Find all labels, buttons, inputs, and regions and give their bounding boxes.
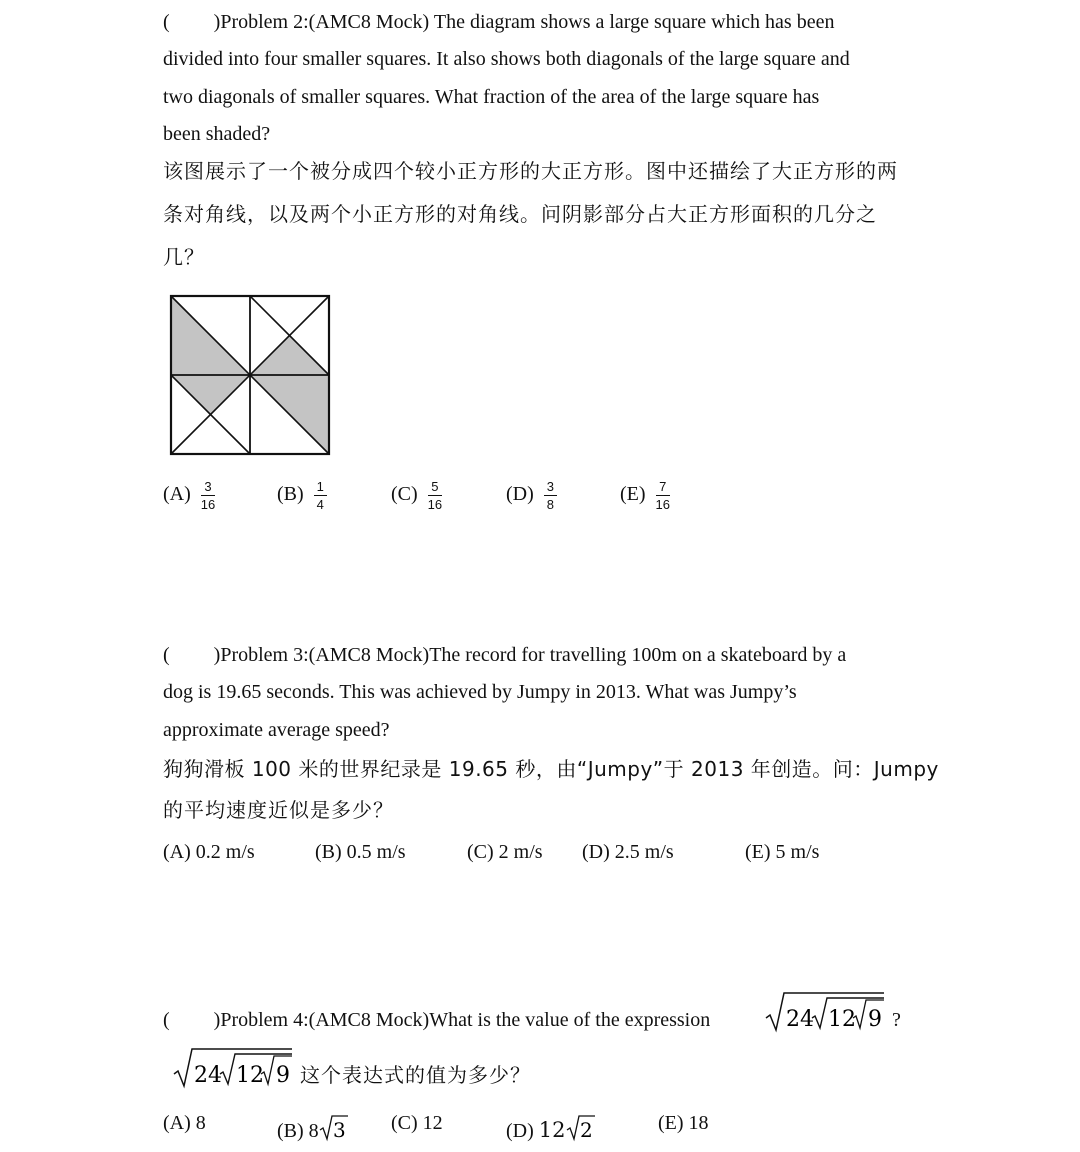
p3-line-3: approximate average speed? <box>163 719 390 741</box>
p2-cn-line-3: 几？ <box>163 245 205 269</box>
p2-line-1: ( )Problem 2:(AMC8 Mock) The diagram shows a large square which has been <box>163 11 835 33</box>
p2-option-e[interactable]: (E) $\frac{7}{16}$ <box>620 479 671 512</box>
p2-line-3: two diagonals of smaller squares. What fraction of the area of the large square has <box>163 86 820 108</box>
fraction: $\frac{3}{16}$ <box>200 479 216 512</box>
nested-radical-expression <box>764 990 886 1034</box>
p4-option-e[interactable]: (E) 18 <box>658 1112 709 1134</box>
p3-option-e[interactable]: (E) 5 m/s <box>745 841 820 863</box>
p3-line-1: ( )Problem 3:(AMC8 Mock)The record for travelling 100m on a skateboard by a <box>163 644 847 666</box>
nested-radical-expression-cn <box>172 1046 294 1090</box>
p4-cn-line: 这个表达式的值为多少？ <box>300 1063 531 1087</box>
p2-line-4: been shaded? <box>163 123 271 145</box>
radical-middle-number: 12 <box>828 1007 856 1032</box>
p3-option-c[interactable]: (C) 2 m/s <box>467 841 543 863</box>
p4-question-mark: ? <box>892 1009 901 1031</box>
p3-option-d[interactable]: (D) 2.5 m/s <box>582 841 674 863</box>
p4-option-d[interactable]: (D) 12 2 <box>506 1113 596 1143</box>
p4-option-b[interactable]: (B) 8 3 <box>277 1113 349 1143</box>
sqrt-3 <box>319 1113 349 1143</box>
p2-option-c[interactable]: (C) $\frac{5}{16}$ <box>391 479 443 512</box>
fraction: $\frac{1}{4}$ <box>314 480 327 511</box>
p4-option-c[interactable]: (C) 12 <box>391 1112 443 1134</box>
svg-text:2: 2 <box>579 1118 593 1142</box>
svg-text:24: 24 <box>194 1063 222 1088</box>
sqrt-2 <box>566 1113 596 1143</box>
p2-cn-line-2: 条对角线，以及两个小正方形的对角线。问阴影部分占大正方形面积的几分之 <box>163 202 877 226</box>
p2-option-a[interactable]: (A) $\frac{3}{16}$ <box>163 479 216 512</box>
p3-option-b[interactable]: (B) 0.5 m/s <box>315 841 406 863</box>
answer-paren: ( <box>163 644 170 666</box>
shaded-region-top-right <box>250 336 329 376</box>
p2-cn-line-1: 该图展示了一个被分成四个较小正方形的大正方形。图中还描绘了大正方形的两 <box>163 159 898 183</box>
svg-text:12: 12 <box>236 1063 264 1088</box>
p3-option-a[interactable]: (A) 0.2 m/s <box>163 841 255 863</box>
fraction: $\frac{5}{16}$ <box>427 479 443 512</box>
p2-option-b[interactable]: (B) $\frac{1}{4}$ <box>277 480 327 511</box>
p3-line-2: dog is 19.65 seconds. This was achieved by Jumpy in 2013. What was Jumpy’s <box>163 681 797 703</box>
svg-text:9: 9 <box>276 1063 290 1088</box>
fraction: $\frac{3}{8}$ <box>544 480 557 511</box>
svg-text:3: 3 <box>332 1118 346 1142</box>
shaded-square-diagram <box>168 293 332 457</box>
p2-line-2: divided into four smaller squares. It also shows both diagonals of the large square and <box>163 48 850 70</box>
p3-cn-line-2: 的平均速度近似是多少？ <box>163 798 394 822</box>
fraction: $\frac{7}{16}$ <box>655 479 671 512</box>
answer-paren: ( <box>163 1009 170 1031</box>
p3-cn-line-1: 狗狗滑板 100 米的世界纪录是 19.65 秒，由“Jumpy”于 2013 年创造。问：Jumpy <box>163 757 939 781</box>
radical-outer-number: 24 <box>786 1007 814 1032</box>
p4-option-a[interactable]: (A) 8 <box>163 1112 206 1134</box>
answer-paren: ( <box>163 11 170 33</box>
p4-line-1: ( )Problem 4:(AMC8 Mock)What is the value of the expression <box>163 1009 711 1031</box>
shaded-region-bottom-left <box>171 375 250 415</box>
p2-option-d[interactable]: (D) $\frac{3}{8}$ <box>506 480 557 511</box>
radical-inner-number: 9 <box>868 1007 882 1032</box>
